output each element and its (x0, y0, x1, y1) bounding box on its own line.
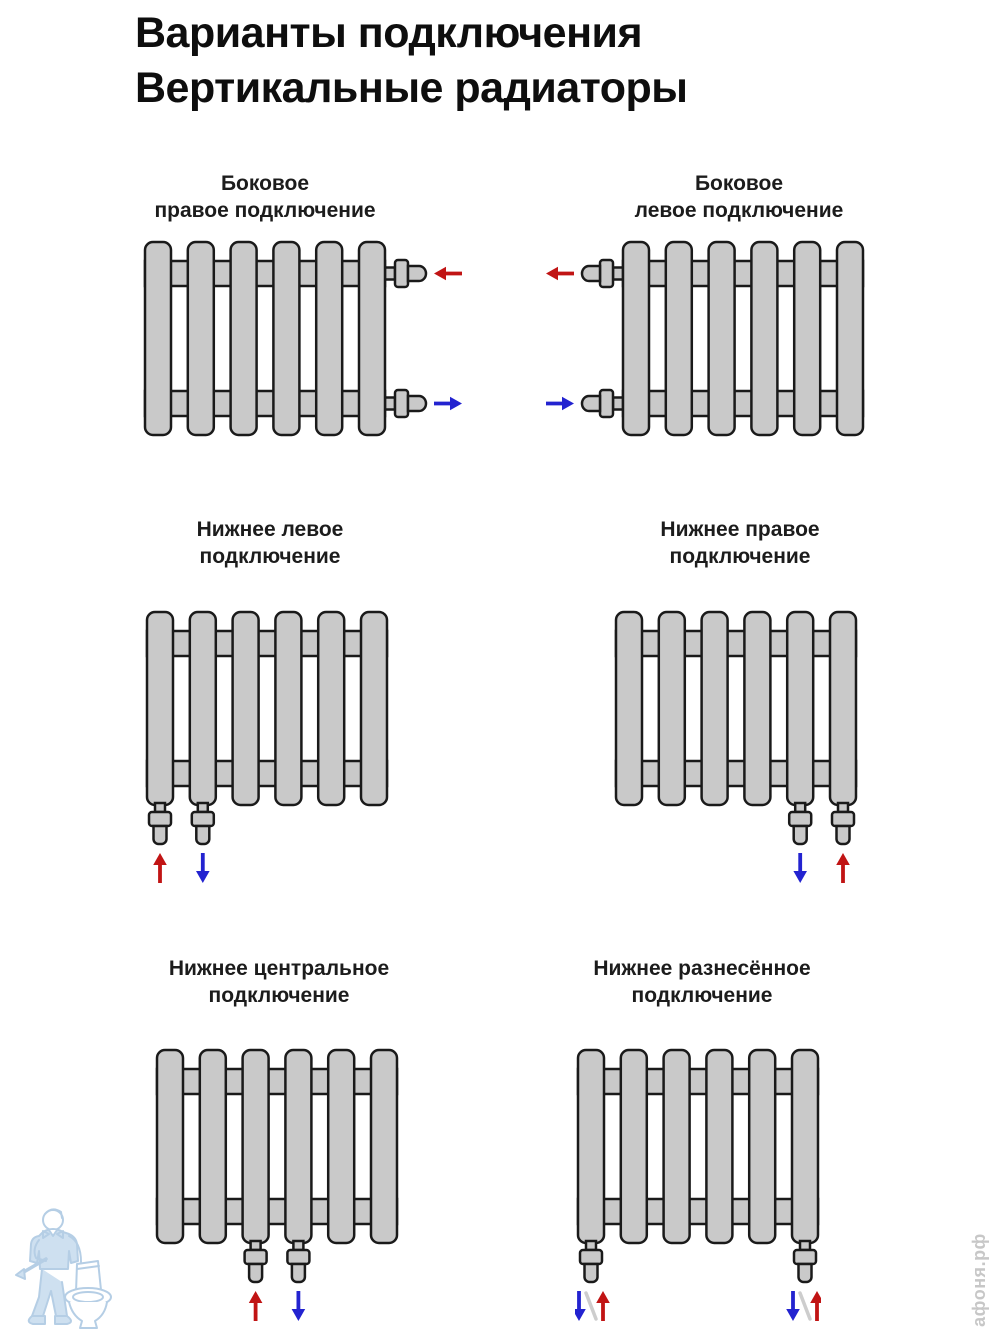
supply-arrow (596, 1291, 610, 1321)
diagram-label-bottom-right: Нижнее правое подключение (660, 518, 820, 568)
valve-pipe (196, 826, 209, 844)
supply-arrow (153, 853, 167, 883)
supply-arrow (546, 267, 574, 281)
radiator-diagram-side-left (531, 239, 866, 444)
page-title-line1: Варианты подключения (135, 9, 643, 57)
supply-arrow (810, 1291, 821, 1321)
valve-pipe (292, 1264, 305, 1282)
either-way-slash (586, 1293, 596, 1319)
radiator-diagram-bottom-right (613, 609, 859, 898)
return-arrow (196, 853, 210, 883)
valve-pipe (582, 396, 600, 411)
valve-pipe (582, 266, 600, 281)
radiator-diagram-bottom-center (154, 1047, 400, 1333)
diagram-label-bottom-spread: Нижнее разнесённое подключение (593, 957, 811, 1007)
diagram-label-bottom-center: Нижнее центральное подключение (168, 957, 390, 1007)
return-arrow (575, 1291, 586, 1321)
return-arrow (434, 397, 462, 411)
page-title-line2: Вертикальные радиаторы (135, 64, 688, 112)
either-way-slash (800, 1293, 810, 1319)
return-arrow (786, 1291, 800, 1321)
diagram-label-side-right: Боковое правое подключение (154, 172, 376, 222)
diagram-label-bottom-left: Нижнее левое подключение (196, 518, 344, 568)
valve-pipe (249, 1264, 262, 1282)
valve-pipe (408, 396, 426, 411)
valve-pipe (408, 266, 426, 281)
supply-arrow (434, 267, 462, 281)
valve-pipe (794, 826, 807, 844)
plumber-logo-watermark (14, 1203, 126, 1333)
radiator-diagram-bottom-spread (575, 1047, 821, 1333)
supply-arrow (249, 1291, 263, 1321)
supply-arrow (836, 853, 850, 883)
site-watermark-text: афоня.рф (969, 1233, 989, 1327)
return-arrow (793, 853, 807, 883)
return-arrow (546, 397, 574, 411)
radiator-diagram-side-right (142, 239, 477, 444)
diagram-label-side-left: Боковое левое подключение (634, 172, 844, 222)
valve-pipe (154, 826, 167, 844)
page-title (135, 6, 687, 116)
plumber-with-toilet-icon (14, 1203, 126, 1333)
valve-pipe (799, 1264, 812, 1282)
radiator-diagram-bottom-left (144, 609, 390, 898)
valve-pipe (837, 826, 850, 844)
return-arrow (292, 1291, 306, 1321)
valve-pipe (585, 1264, 598, 1282)
